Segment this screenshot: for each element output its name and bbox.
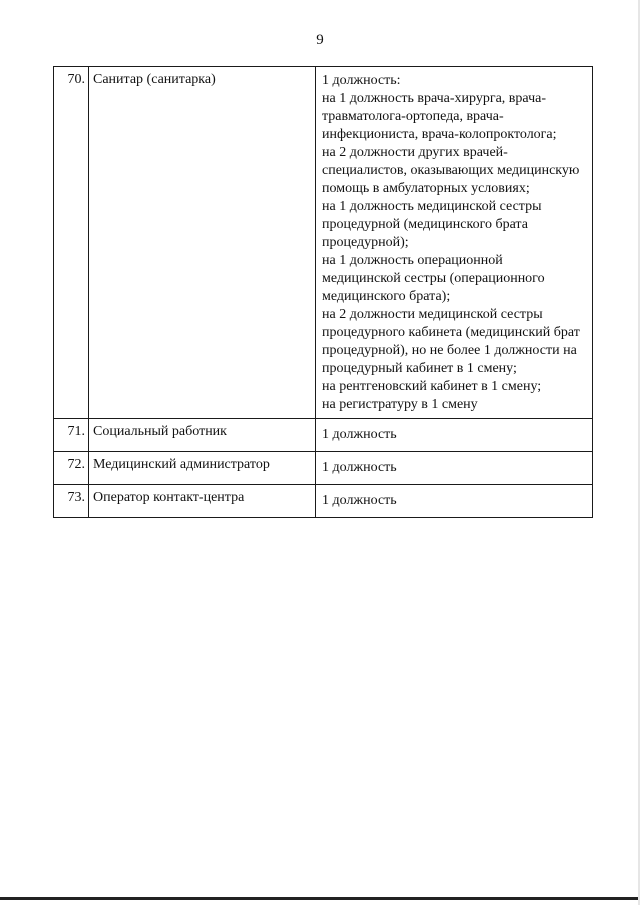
row-number: 72. <box>54 452 89 485</box>
norm-line: на 2 должности других врачей- <box>322 145 508 160</box>
norm-line: на рентгеновский кабинет в 1 смену; <box>322 379 542 394</box>
norm-line: медицинского брата); <box>322 289 451 304</box>
staffing-norm <box>316 67 593 419</box>
norm-line: инфекциониста, врача-колопроктолога; <box>322 127 557 142</box>
norm-line: на 1 должность медицинской сестры <box>322 199 542 214</box>
norm-line: процедурной), но не более 1 должности на <box>322 343 577 358</box>
table-row <box>54 452 593 485</box>
table-row <box>54 485 593 518</box>
position-name: Оператор контакт-центра <box>89 485 316 518</box>
norm-line: на 1 должность операционной <box>322 253 503 268</box>
page-number: 9 <box>316 32 324 48</box>
staffing-norm: 1 должность <box>316 419 593 452</box>
norm-line: на 1 должность врача-хирурга, врача- <box>322 91 546 106</box>
table-row <box>54 419 593 452</box>
norm-line: на регистратуру в 1 смену <box>322 397 478 412</box>
position-name: Медицинский администратор <box>89 452 316 485</box>
position-name: Социальный работник <box>89 419 316 452</box>
norm-line: процедурного кабинета (медицинский брат <box>322 325 580 340</box>
row-number: 73. <box>54 485 89 518</box>
norm-line: процедурной (медицинского брата <box>322 217 528 232</box>
norm-line: специалистов, оказывающих медицинскую <box>322 163 580 178</box>
row-number: 70. <box>54 67 89 419</box>
norm-line: процедурной); <box>322 235 409 250</box>
staffing-norm: 1 должность <box>316 452 593 485</box>
staffing-norm: 1 должность <box>316 485 593 518</box>
norm-line: на 2 должности медицинской сестры <box>322 307 543 322</box>
position-name: Санитар (санитарка) <box>89 67 316 419</box>
staffing-table <box>53 66 593 518</box>
table-row <box>54 67 593 419</box>
norm-line: медицинской сестры (операционного <box>322 271 545 286</box>
norm-line: травматолога-ортопеда, врача- <box>322 109 504 124</box>
scan-edge-divider <box>0 897 640 900</box>
norm-line: процедурный кабинет в 1 смену; <box>322 361 517 376</box>
norm-line: помощь в амбулаторных условиях; <box>322 181 530 196</box>
norm-line: 1 должность: <box>322 73 401 88</box>
row-number: 71. <box>54 419 89 452</box>
